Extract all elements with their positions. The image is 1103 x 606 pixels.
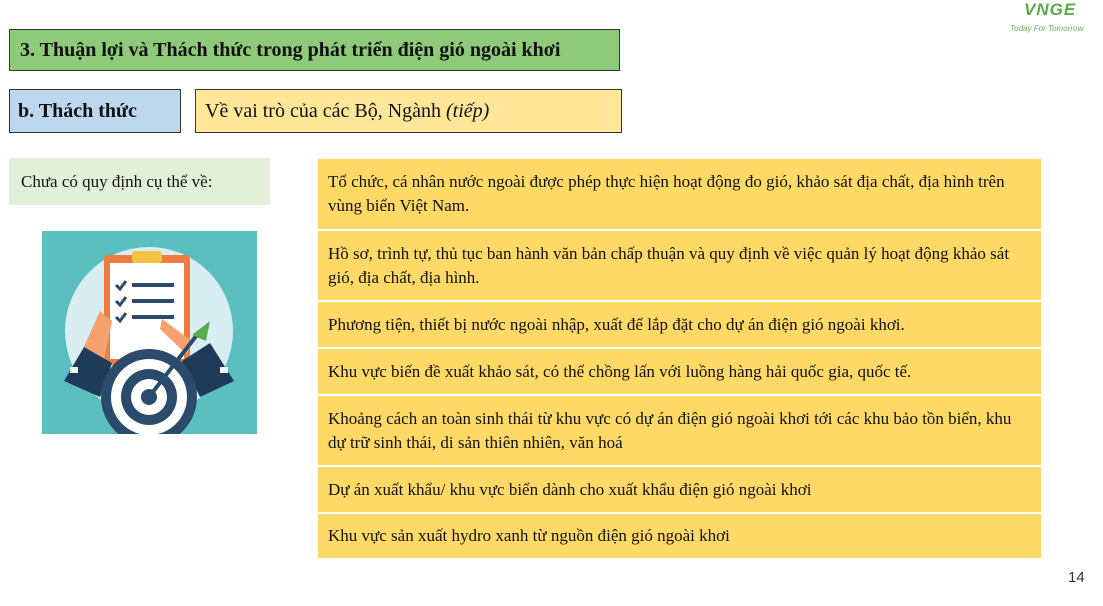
logo-tagline: Today For Tomorrow xyxy=(1010,24,1084,33)
challenge-item-1: Tổ chức, cá nhân nước ngoài được phép thực hiện hoạt động đo gió, khảo sát địa chất, địa hình trên vùng biển Việt Nam. xyxy=(318,159,1041,229)
challenge-item-6: Dự án xuất khẩu/ khu vực biển dành cho xuất khẩu điện gió ngoài khơi xyxy=(318,467,1041,512)
role-suffix: (tiếp) xyxy=(446,100,490,122)
challenge-item-2: Hồ sơ, trình tự, thủ tục ban hành văn bản chấp thuận và quy định về việc quản lý hoạt động khảo sát gió, địa chất, địa hình. xyxy=(318,231,1041,300)
challenge-item-4: Khu vực biển đề xuất khảo sát, có thể chồng lấn với luồng hàng hải quốc gia, quốc tế. xyxy=(318,349,1041,394)
challenge-list xyxy=(318,159,1041,560)
role-heading xyxy=(195,89,622,133)
vnge-logo xyxy=(1010,0,1103,40)
challenge-item-3: Phương tiện, thiết bị nước ngoài nhập, xuất để lắp đặt cho dự án điện gió ngoài khơi. xyxy=(318,302,1041,347)
challenge-item-7: Khu vực sản xuất hydro xanh từ nguồn điện gió ngoài khơi xyxy=(318,514,1041,558)
section-label: b. Thách thức xyxy=(9,89,181,133)
checklist-target-illustration xyxy=(42,231,257,434)
challenge-item-5: Khoảng cách an toàn sinh thái từ khu vực có dự án điện gió ngoài khơi tới các khu bảo tồn biển, khu dự trữ sinh thái, di sản thiên nhiên, văn hoá xyxy=(318,396,1041,465)
role-text: Về vai trò của các Bộ, Ngành xyxy=(205,100,442,122)
page-number: 14 xyxy=(1068,569,1085,586)
logo-brand: VNGE xyxy=(1024,0,1077,19)
slide-title: 3. Thuận lợi và Thách thức trong phát triển điện gió ngoài khơi xyxy=(9,29,620,71)
intro-label: Chưa có quy định cụ thể về: xyxy=(9,158,270,205)
